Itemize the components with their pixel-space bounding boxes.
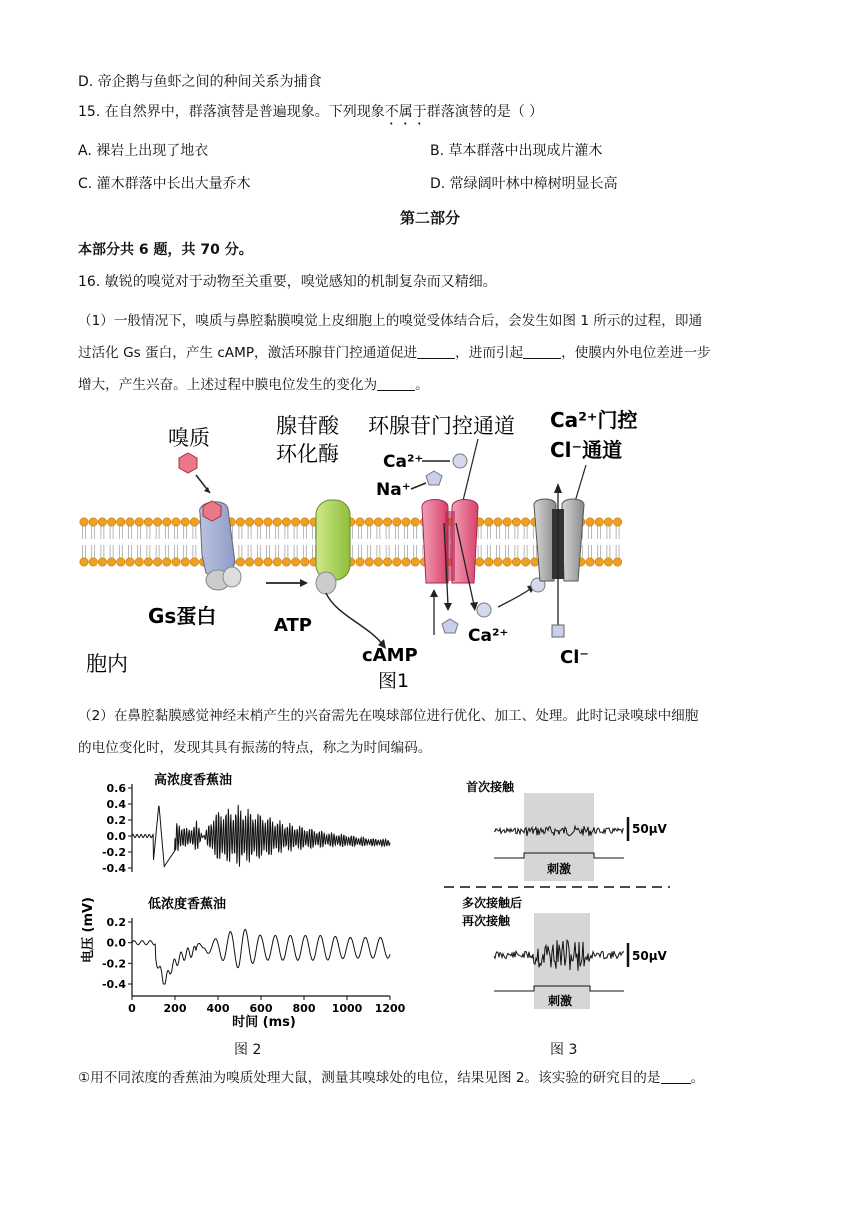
fig2-xtick-label: 1200: [374, 1002, 406, 1015]
fig1-label-ac-1: 腺苷酸: [276, 414, 339, 438]
fig2-top-ytick-label: 0.6: [106, 782, 126, 795]
q16-p2-line2: 的电位变化时，发现其具有振荡的特点，称之为时间编码。: [78, 740, 432, 756]
fig3-scale-bottom: 50μV: [632, 949, 667, 963]
q15-stem-emphasis: 不属于: [384, 104, 427, 120]
adenylyl-cyclase: [316, 500, 350, 580]
odorant-icon: [179, 453, 197, 473]
fig2-bottom-ytick-label: -0.2: [101, 957, 126, 971]
fig2-bottom-ytick-label: 0.2: [106, 916, 126, 929]
answer-blank-4: [661, 1069, 691, 1084]
q16-p1-line2: [78, 343, 711, 363]
fig1-label-ca-in: Ca²⁺: [383, 452, 424, 472]
calcium-ion-icon: [453, 454, 467, 468]
fig2-bottom-ytick-label: 0.0: [106, 936, 126, 950]
calcium-ion-icon: [477, 603, 491, 617]
fig1-label-odorant: 嗅质: [168, 426, 210, 450]
q16-sub1-a: ①用不同浓度的香蕉油为嗅质处理大鼠，测量其嗅球处的电位，结果见图 2。该实验的研究目的是: [78, 1070, 661, 1086]
fig2-xtick-label: 0: [128, 1002, 136, 1015]
q16-p2-line1: （2）在鼻腔黏膜感觉神经末梢产生的兴奋需先在嗅球部位进行优化、加工、处理。此时记录嗅球中细胞: [78, 708, 699, 724]
fig3-stim-label-top: 刺激: [547, 862, 572, 876]
fig2-top-ytick-label: -0.2: [101, 846, 126, 859]
chloride-ion-icon: [552, 625, 564, 637]
fig3-label-first: 首次接触: [466, 780, 515, 794]
fig2-bottom-ytick-label: -0.4: [101, 978, 126, 991]
q15-stem-a: 15. 在自然界中，群落演替是普遍现象。下列现象: [78, 104, 385, 120]
q15-option-d: D. 常绿阔叶林中樟树明显长高: [430, 176, 618, 192]
q15-option-b: B. 草本群落中出现成片灌木: [430, 143, 603, 159]
part2-title: 第二部分: [399, 209, 460, 227]
fig2-bottom-title: 低浓度香蕉油: [148, 897, 227, 912]
fig2-caption: 图 2: [234, 1042, 262, 1058]
fig2-top-ytick-label: 0.2: [106, 814, 126, 827]
fig1-label-gs: Gs蛋白: [148, 604, 217, 628]
fig2-xtick-label: 400: [206, 1002, 230, 1015]
fig1-label-ac-2: 环化酶: [276, 442, 339, 466]
q15-stem: [78, 102, 543, 128]
q16-p1-line3-a: 增大，产生兴奋。上述过程中膜电位发生的变化为: [78, 377, 378, 393]
fig1-label-ca-out: Ca²⁺: [468, 626, 509, 646]
fig3-caption: 图 3: [550, 1042, 578, 1058]
answer-blank-2: [523, 344, 561, 359]
figure-1-membrane-diagram: [78, 405, 638, 695]
fig1-label-cacl-1: Ca²⁺门控: [550, 408, 638, 432]
fig2-xtick-label: 1000: [331, 1002, 363, 1015]
fig1-label-cl: Cl⁻: [560, 647, 589, 668]
fig1-label-cng: 环腺苷门控通道: [368, 414, 515, 438]
q16-p1-line2-c: ，使膜内外电位差进一步: [561, 345, 711, 361]
fig2-top-ytick-label: 0.0: [106, 830, 126, 843]
q15-option-a: A. 裸岩上出现了地衣: [78, 143, 209, 159]
fig1-caption: 图1: [378, 670, 410, 692]
q16-p1-line3-b: 。: [415, 377, 429, 393]
calcium-gated-chloride-channel: [534, 499, 584, 581]
fig3-stim-label-bottom: 刺激: [548, 994, 573, 1008]
fig2-xtick-label: 800: [292, 1002, 316, 1015]
cng-channel: [422, 500, 478, 584]
fig1-label-atp: ATP: [274, 615, 313, 636]
fig3-label-again-2: 再次接触: [462, 914, 511, 928]
fig1-label-camp: cAMP: [362, 645, 418, 666]
gs-protein-receptor: [200, 501, 241, 590]
fig1-label-na: Na⁺: [376, 480, 411, 500]
q16-sub1: [78, 1068, 704, 1088]
q16-p1-line2-b: ，进而引起: [455, 345, 524, 361]
q16-p1-line3: [78, 375, 429, 395]
camp-molecule-icon: [442, 619, 458, 633]
q16-stem: 16. 敏锐的嗅觉对于动物至关重要，嗅觉感知的机制复杂而又精细。: [78, 274, 497, 290]
fig2-series-high-line: [132, 805, 390, 867]
fig2-series-low-line: [132, 929, 390, 984]
fig3-scale-top: 50μV: [632, 822, 667, 836]
fig2-xtick-label: 200: [163, 1002, 187, 1015]
fig1-label-cacl-2: Cl⁻通道: [550, 438, 623, 462]
q15-option-c: C. 灌木群落中长出大量乔木: [78, 176, 251, 192]
q15-stem-b: 群落演替的是（ ）: [426, 104, 544, 120]
part2-intro: 本部分共 6 题，共 70 分。: [78, 242, 253, 258]
fig1-label-cytosol: 胞内: [86, 652, 128, 676]
sodium-ion-icon: [426, 471, 442, 485]
fig2-top-ytick-label: -0.4: [101, 862, 126, 875]
q14-option-d: D. 帝企鹅与鱼虾之间的种间关系为捕食: [78, 74, 322, 90]
fig3-label-again-1: 多次接触后: [462, 896, 523, 910]
figure-2-chart: [74, 770, 414, 1032]
answer-blank-1: [417, 344, 455, 359]
figure-3-recordings: [440, 775, 680, 1015]
fig2-ylabel: 电压 (mV): [81, 896, 96, 964]
fig2-top-title: 高浓度香蕉油: [154, 773, 233, 788]
fig2-xtick-label: 600: [249, 1002, 273, 1015]
q16-p1-line2-a: 过活化 Gs 蛋白，产生 cAMP，激活环腺苷门控通道促进: [78, 345, 418, 361]
q16-sub1-b: 。: [690, 1070, 705, 1086]
fig2-xlabel: 时间 (ms): [232, 1015, 296, 1030]
q16-p1-line1: （1）一般情况下，嗅质与鼻腔黏膜嗅觉上皮细胞上的嗅觉受体结合后，会发生如图 1 所示的过程，即通: [78, 313, 703, 329]
answer-blank-3: [377, 376, 415, 391]
fig2-top-ytick-label: 0.4: [106, 798, 126, 811]
